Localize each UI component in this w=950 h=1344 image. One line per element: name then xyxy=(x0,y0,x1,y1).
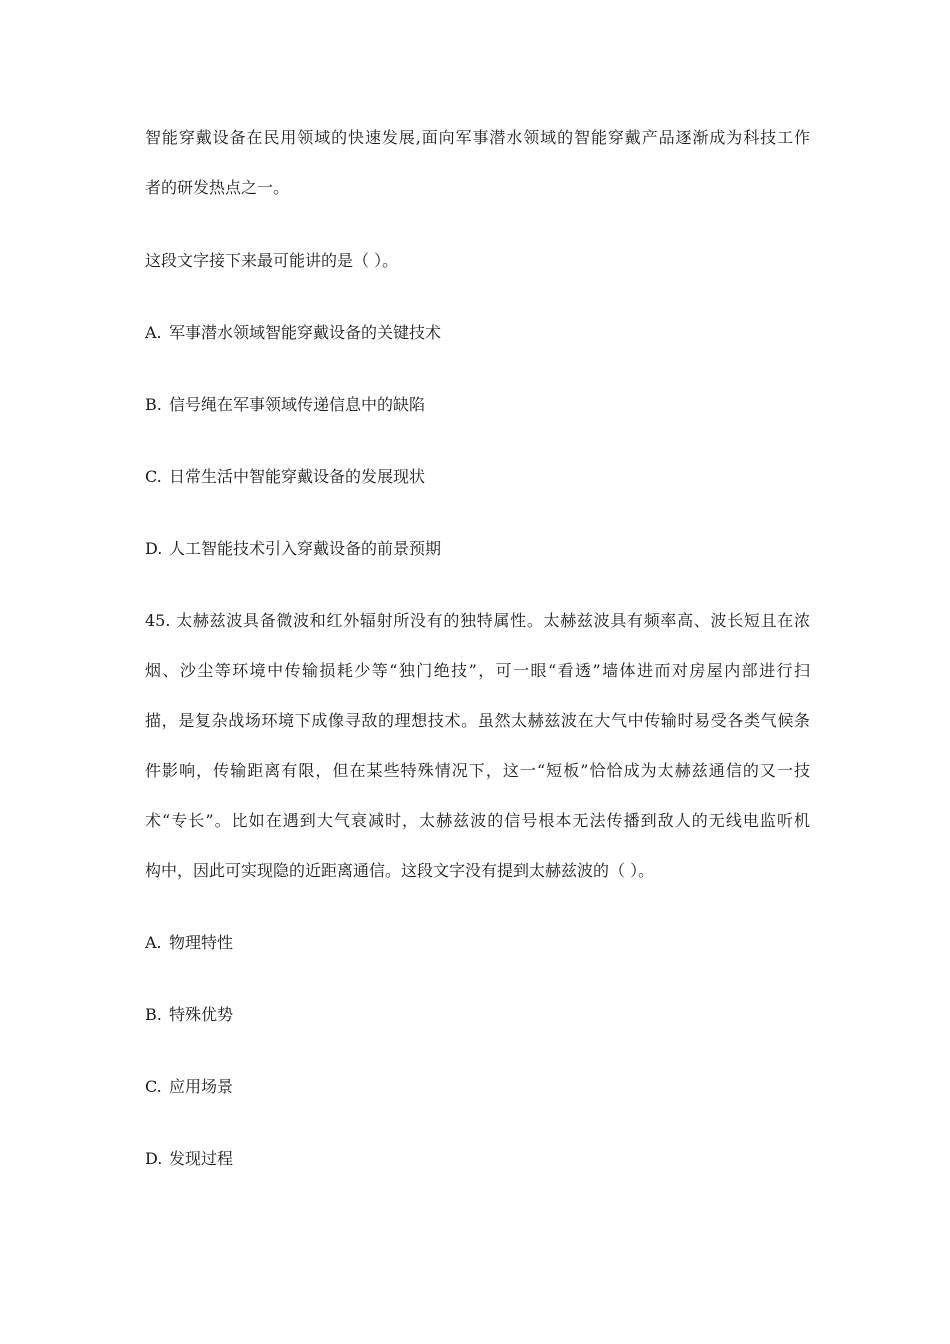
option-text: 人工智能技术引入穿戴设备的前景预期 xyxy=(169,539,442,558)
option-text: 日常生活中智能穿戴设备的发展现状 xyxy=(169,467,426,486)
q44-stem-line-1: 智能穿戴设备在民用领域的快速发展,面向军事潜水领域的智能穿戴产品逐渐成为科技工作 xyxy=(145,128,810,147)
q45-option-d xyxy=(145,1149,810,1169)
q44-stem-line-2: 者的研发热点之一。 xyxy=(145,178,290,197)
q45-stem-line-5: 术“专长”。比如在遇到大气衰减时，太赫兹波的信号根本无法传播到敌人的无线电监听机 xyxy=(145,811,810,830)
option-letter: D. xyxy=(145,1149,163,1168)
q45-stem-line-3: 描，是复杂战场环境下成像寻敌的理想技术。虽然太赫兹波在大气中传输时易受各类气候条 xyxy=(145,711,810,730)
q44-option-a xyxy=(145,323,810,343)
option-letter: C. xyxy=(145,1077,162,1096)
q45-stem-line-6: 构中，因此可实现隐的近距离通信。这段文字没有提到太赫兹波的（ ）。 xyxy=(145,861,655,880)
option-letter: C. xyxy=(145,467,162,486)
option-letter: B. xyxy=(145,1005,162,1024)
q45-stem-line-1: 45. 太赫兹波具备微波和红外辐射所没有的独特属性。太赫兹波具有频率高、波长短且在浓 xyxy=(145,611,810,630)
q44-option-d xyxy=(145,539,810,559)
q45-option-b xyxy=(145,1005,810,1025)
q45-stem-line-4: 件影响，传输距离有限，但在某些特殊情况下，这一“短板”恰恰成为太赫兹通信的又一技 xyxy=(145,761,810,780)
option-text: 信号绳在军事领域传递信息中的缺陷 xyxy=(169,395,426,414)
q45-stem-line-2: 烟、沙尘等环境中传输损耗少等“独门绝技”，可一眼“看透”墙体进而对房屋内部进行扫 xyxy=(145,661,810,680)
option-text: 军事潜水领域智能穿戴设备的关键技术 xyxy=(169,323,442,342)
option-text: 应用场景 xyxy=(169,1077,234,1096)
option-text: 物理特性 xyxy=(169,933,234,952)
q44-question: 这段文字接下来最可能讲的是（ ）。 xyxy=(145,251,399,270)
q44-option-c xyxy=(145,467,810,487)
q45-option-c xyxy=(145,1077,810,1097)
option-letter: D. xyxy=(145,539,163,558)
q45-option-a xyxy=(145,933,810,953)
option-text: 发现过程 xyxy=(169,1149,234,1168)
option-letter: A. xyxy=(145,323,162,342)
option-text: 特殊优势 xyxy=(169,1005,234,1024)
option-letter: A. xyxy=(145,933,162,952)
option-letter: B. xyxy=(145,395,162,414)
q44-option-b xyxy=(145,395,810,415)
